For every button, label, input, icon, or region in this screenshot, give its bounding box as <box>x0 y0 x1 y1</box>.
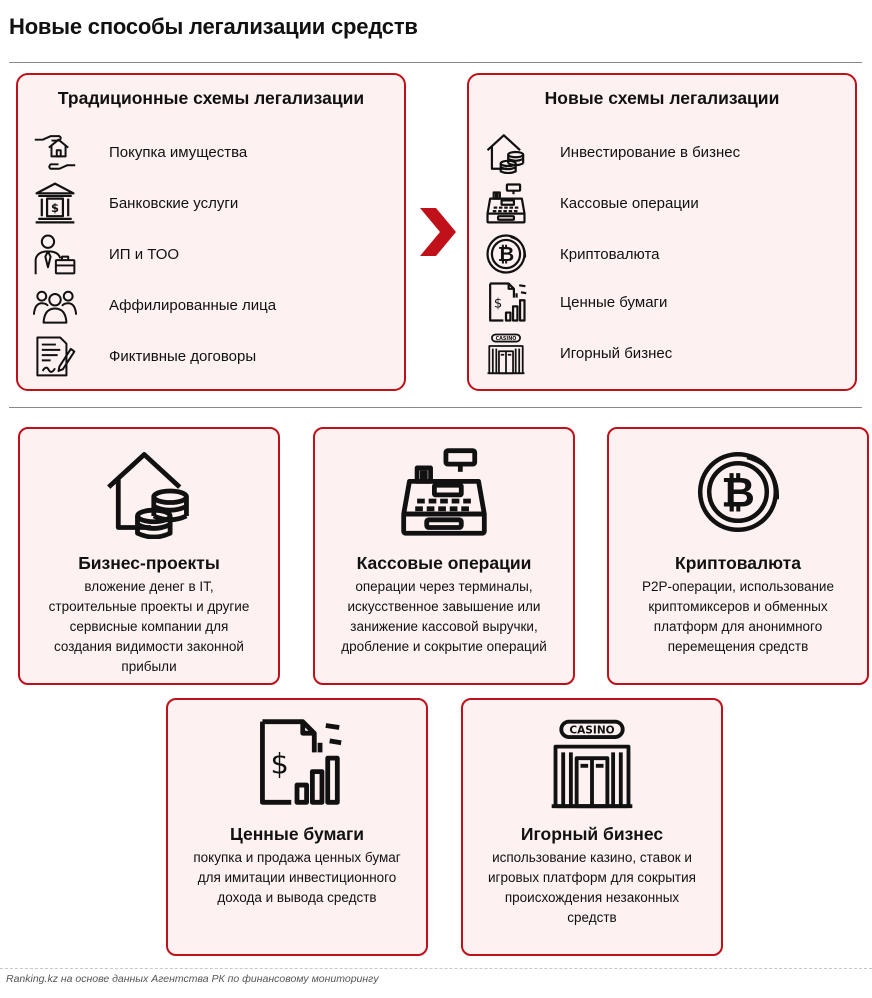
casino-icon <box>544 714 640 810</box>
card-crypto <box>607 427 869 685</box>
traditional-item-bank <box>28 180 238 226</box>
traditional-item-label: ИП и ТОО <box>109 245 180 263</box>
contract-pen-icon <box>28 333 82 379</box>
card-description-line: создания видимости законной <box>54 639 244 654</box>
traditional-item-label: Фиктивные договоры <box>109 347 257 365</box>
source-footer: Ranking.kz на основе данных Агентства РК по финансовому мониторингу <box>6 973 379 985</box>
card-description-line: покупка и продажа ценных бумаг <box>193 850 401 865</box>
card-description <box>621 577 855 657</box>
card-description-line: для имитации инвестиционного <box>197 870 397 885</box>
group-people-icon <box>28 282 82 328</box>
card-title: Ценные бумаги <box>230 824 364 844</box>
card-description-line: перемещения средств <box>667 639 809 654</box>
securities-icon <box>479 279 533 325</box>
card-description-line: прибыли <box>121 659 177 674</box>
traditional-item-label: Аффилированные лица <box>109 296 277 314</box>
page-title: Новые способы легализации средств <box>9 14 418 39</box>
new-item-label: Инвестирование в бизнес <box>560 143 741 161</box>
card-description-line: платформ для анонимного <box>653 619 823 634</box>
card-description-line: дохода и вывода средств <box>217 890 377 905</box>
new-item-business <box>479 129 740 175</box>
card-title: Криптовалюта <box>675 553 801 573</box>
new-schemes-title: Новые схемы легализации <box>544 88 780 108</box>
traditional-schemes-panel <box>16 73 406 391</box>
new-item-casino <box>479 330 672 376</box>
card-description-line: происхождения незаконных <box>504 890 680 905</box>
card-gambling <box>461 698 723 956</box>
card-description-line: дробление и сокрытие операций <box>341 639 547 654</box>
card-description-line: игровых платформ для сокрытия <box>488 870 696 885</box>
card-description <box>475 848 709 928</box>
card-title: Бизнес-проекты <box>78 553 220 573</box>
traditional-item-ip-too <box>28 231 179 277</box>
businessman-icon <box>28 231 82 277</box>
new-item-label: Кассовые операции <box>560 194 699 212</box>
card-description-line: искусственное завышение или <box>347 599 541 614</box>
cash-register-icon <box>479 180 533 226</box>
card-description-line: средств <box>567 910 617 925</box>
card-description-line: использование казино, ставок и <box>492 850 692 865</box>
top-divider <box>9 62 862 63</box>
card-securities <box>166 698 428 956</box>
card-description <box>180 848 414 908</box>
chevron-right-icon <box>418 206 458 258</box>
securities-icon <box>249 714 345 810</box>
bitcoin-icon <box>479 231 533 277</box>
card-business-projects <box>18 427 280 685</box>
bitcoin-icon <box>693 447 783 537</box>
traditional-item-contracts <box>28 333 256 379</box>
traditional-item-label: Покупка имущества <box>109 143 248 161</box>
middle-divider <box>9 407 862 408</box>
new-item-crypto <box>479 231 660 277</box>
footer-divider <box>0 968 872 969</box>
card-description-line: сервисные компании для <box>69 619 229 634</box>
card-description-line: вложение денег в IT, <box>84 579 214 594</box>
card-description-line: криптомиксеров и обменных <box>648 599 828 614</box>
traditional-schemes-title: Традиционные схемы легализации <box>57 88 365 108</box>
house-coins-icon <box>479 129 533 175</box>
card-description-line: операции через терминалы, <box>355 579 533 594</box>
new-item-label: Криптовалюта <box>560 245 660 263</box>
card-title: Игорный бизнес <box>520 824 664 844</box>
traditional-item-affiliates <box>28 282 276 328</box>
new-item-label: Ценные бумаги <box>560 293 668 311</box>
card-title: Кассовые операции <box>356 553 532 573</box>
new-schemes-panel <box>467 73 857 391</box>
card-description <box>32 577 266 677</box>
new-item-cash <box>479 180 699 226</box>
casino-icon <box>479 330 533 376</box>
cash-register-icon <box>396 443 492 539</box>
house-coins-icon <box>101 443 197 539</box>
card-description <box>327 577 561 657</box>
card-description-line: занижение кассовой выручки, <box>350 619 538 634</box>
new-item-securities <box>479 279 667 325</box>
house-in-hand-icon <box>28 129 82 175</box>
traditional-item-label: Банковские услуги <box>109 194 239 212</box>
new-item-label: Игорный бизнес <box>560 344 673 362</box>
card-cash-operations <box>313 427 575 685</box>
card-description-line: P2P-операции, использование <box>642 579 834 594</box>
card-description-line: строительные проекты и другие <box>48 599 250 614</box>
traditional-item-property <box>28 129 247 175</box>
bank-icon <box>28 180 82 226</box>
